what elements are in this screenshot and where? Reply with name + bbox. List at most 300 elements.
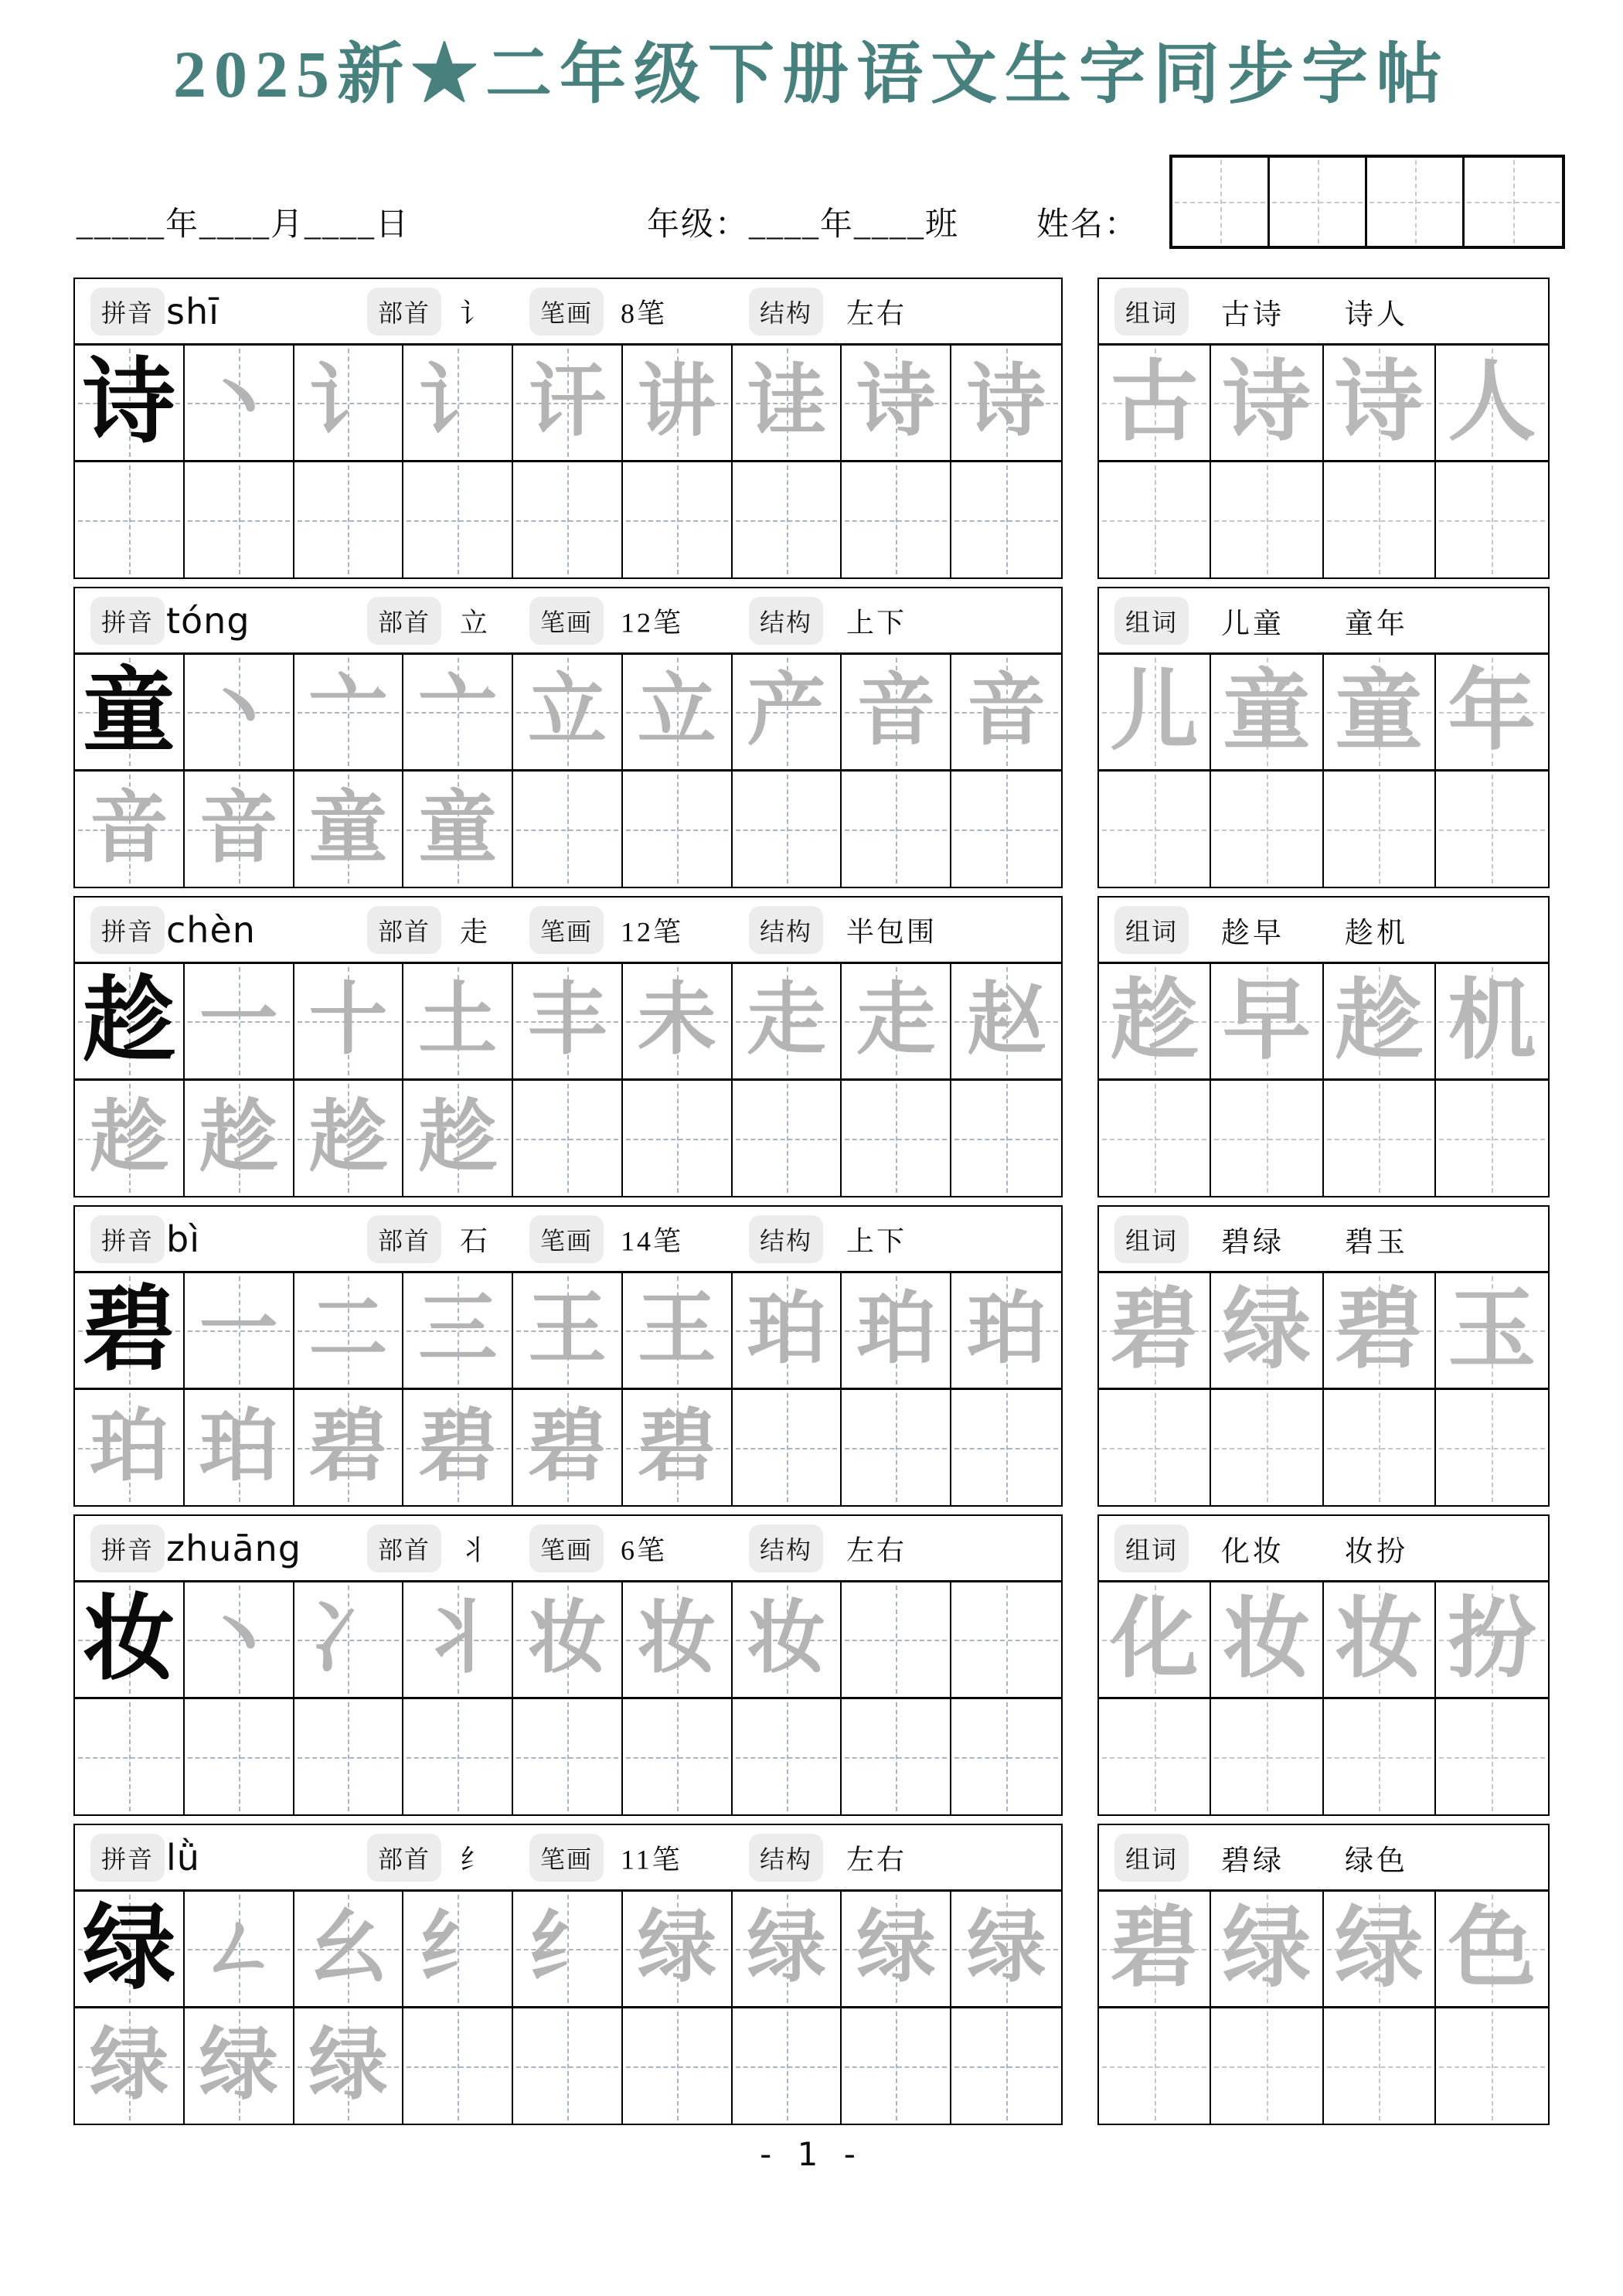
- trace-glyph: 儿: [1110, 663, 1199, 761]
- trace-glyph: 碧: [418, 1403, 498, 1491]
- trace-glyph: 珀: [747, 1286, 826, 1374]
- model-character: 妆: [82, 1588, 175, 1691]
- model-character: 碧: [82, 1279, 175, 1381]
- structure-label-badge: 结构: [749, 288, 823, 336]
- trace-glyph: 产: [747, 668, 826, 755]
- character-section: [73, 1824, 1550, 2125]
- empty-practice-cell: [1324, 1390, 1436, 1505]
- trace-glyph: 化: [1110, 1590, 1199, 1688]
- trace-glyph: 讠: [308, 359, 388, 446]
- stroke-order-row: [75, 1273, 1061, 1390]
- trace-cell: [733, 1582, 842, 1697]
- trace-cell: [1099, 964, 1211, 1078]
- word-trace-row: [1099, 1582, 1548, 1699]
- word-trace-row: [1099, 1892, 1548, 2008]
- empty-practice-cell: [1324, 772, 1436, 887]
- trace-cell: [842, 655, 951, 769]
- empty-practice-cell: [842, 1390, 951, 1505]
- radical-label-badge: 部首: [367, 1834, 441, 1882]
- strokes-value: 11笔: [621, 1844, 682, 1875]
- trace-glyph: 绿: [856, 1905, 936, 1992]
- word-1: 儿童: [1221, 608, 1284, 640]
- character-section: [73, 1514, 1550, 1816]
- trace-glyph: 机: [1448, 972, 1536, 1070]
- trace-glyph: 二: [308, 1286, 388, 1374]
- empty-practice-cell: [951, 1390, 1061, 1505]
- character-sections: [73, 278, 1550, 2125]
- word-trace-row: [1099, 655, 1548, 772]
- words-label-badge: 组词: [1114, 906, 1189, 954]
- word-practice-row: [1099, 1390, 1548, 1505]
- trace-cell: [75, 2008, 185, 2124]
- empty-practice-cell: [513, 772, 623, 887]
- trace-cell: [294, 1081, 404, 1196]
- stroke-order-row: [75, 346, 1061, 462]
- practice-header: [75, 898, 1061, 964]
- character-section: [73, 278, 1550, 579]
- trace-glyph: 珀: [856, 1286, 936, 1374]
- words-header: [1099, 1207, 1548, 1273]
- structure-value: 左右: [846, 1844, 907, 1875]
- structure-value: 左右: [846, 298, 907, 329]
- trace-cell: [294, 1582, 404, 1697]
- trace-glyph: 绿: [1335, 1899, 1424, 1998]
- trace-cell: [294, 772, 404, 887]
- trace-cell: [733, 1273, 842, 1388]
- trace-glyph: 年: [1448, 663, 1536, 761]
- pinyin-label-badge: 拼音: [90, 906, 165, 954]
- empty-practice-cell: [842, 1081, 951, 1196]
- pinyin-label-badge: 拼音: [90, 1834, 165, 1882]
- word-2: 碧玉: [1345, 1226, 1408, 1259]
- trace-cell: [623, 1273, 733, 1388]
- trace-glyph: 绿: [199, 2022, 278, 2110]
- empty-practice-cell: [733, 462, 842, 577]
- trace-cell: [842, 346, 951, 460]
- practice-block: [73, 1514, 1063, 1816]
- trace-glyph: 碧: [1335, 1281, 1424, 1379]
- model-character-cell: [75, 346, 185, 460]
- structure-value: 左右: [846, 1535, 907, 1565]
- empty-practice-cell: [842, 1582, 951, 1697]
- trace-glyph: 趁: [308, 1094, 388, 1182]
- model-character-cell: [75, 1582, 185, 1697]
- pinyin-value: bì: [166, 1218, 200, 1260]
- structure-label-badge: 结构: [749, 1215, 823, 1263]
- trace-cell: [1211, 655, 1323, 769]
- trace-glyph: 王: [527, 1286, 607, 1374]
- radical-value: 纟: [460, 1844, 491, 1875]
- trace-cell: [403, 1390, 513, 1505]
- model-character-cell: [75, 964, 185, 1078]
- word-1: 趁早: [1221, 917, 1284, 949]
- empty-practice-cell: [1099, 1081, 1211, 1196]
- empty-practice-cell: [842, 1699, 951, 1814]
- practice-row: [75, 1390, 1061, 1505]
- empty-practice-cell: [1211, 772, 1323, 887]
- trace-cell: [733, 964, 842, 1078]
- trace-cell: [75, 1390, 185, 1505]
- trace-cell: [951, 346, 1061, 460]
- strokes-value: 6笔: [621, 1535, 668, 1565]
- trace-glyph: 立: [637, 668, 716, 755]
- trace-glyph: 碧: [527, 1403, 607, 1491]
- structure-value: 上下: [846, 1225, 907, 1256]
- trace-glyph: 趁: [1335, 972, 1424, 1070]
- practice-row: [75, 2008, 1061, 2124]
- empty-practice-cell: [1099, 1699, 1211, 1814]
- model-character: 诗: [82, 351, 175, 454]
- word-1: 碧绿: [1221, 1226, 1284, 1259]
- pinyin-label-badge: 拼音: [90, 1215, 165, 1263]
- trace-cell: [185, 1892, 294, 2006]
- trace-glyph: 趁: [199, 1094, 278, 1182]
- empty-practice-cell: [733, 1081, 842, 1196]
- trace-cell: [1211, 346, 1323, 460]
- empty-practice-cell: [842, 772, 951, 887]
- structure-label-badge: 结构: [749, 1834, 823, 1882]
- words-label-badge: 组词: [1114, 597, 1189, 645]
- trace-glyph: 妆: [1222, 1590, 1311, 1688]
- stroke-order-row: [75, 964, 1061, 1081]
- empty-practice-cell: [1324, 2008, 1436, 2124]
- empty-practice-cell: [623, 1699, 733, 1814]
- stroke-order-row: [75, 655, 1061, 772]
- trace-glyph: 妆: [1335, 1590, 1424, 1688]
- radical-label-badge: 部首: [367, 597, 441, 645]
- radical-label-badge: 部首: [367, 906, 441, 954]
- trace-cell: [513, 1390, 623, 1505]
- name-write-grid: [1169, 155, 1565, 249]
- practice-row: [75, 1699, 1061, 1814]
- word-2: 童年: [1345, 608, 1408, 640]
- empty-practice-cell: [1211, 1699, 1323, 1814]
- strokes-label-badge: 笔画: [529, 906, 604, 954]
- empty-practice-cell: [403, 1699, 513, 1814]
- trace-glyph: 王: [637, 1286, 716, 1374]
- trace-glyph: 走: [747, 977, 826, 1065]
- trace-glyph: 讠: [418, 359, 498, 446]
- trace-glyph: 纟: [527, 1905, 607, 1992]
- empty-practice-cell: [513, 1081, 623, 1196]
- model-character: 趁: [82, 969, 175, 1072]
- empty-practice-cell: [951, 462, 1061, 577]
- trace-cell: [1099, 1582, 1211, 1697]
- trace-glyph: 走: [856, 977, 936, 1065]
- trace-glyph: 未: [637, 977, 716, 1065]
- practice-row: [75, 1081, 1061, 1196]
- trace-cell: [1211, 1273, 1323, 1388]
- empty-practice-cell: [623, 462, 733, 577]
- empty-practice-cell: [1436, 1699, 1548, 1814]
- trace-glyph: 童: [1335, 663, 1424, 761]
- trace-cell: [513, 655, 623, 769]
- trace-glyph: 妆: [527, 1596, 607, 1683]
- trace-glyph: 诗: [1222, 353, 1311, 451]
- empty-practice-cell: [1099, 1390, 1211, 1505]
- empty-practice-cell: [623, 1081, 733, 1196]
- trace-cell: [403, 1582, 513, 1697]
- trace-glyph: 童: [308, 785, 388, 873]
- words-label-badge: 组词: [1114, 1215, 1189, 1263]
- trace-glyph: 丰: [527, 977, 607, 1065]
- name-cell: [1172, 158, 1270, 246]
- trace-glyph: 丬: [418, 1596, 498, 1683]
- empty-practice-cell: [1211, 462, 1323, 577]
- word-practice-row: [1099, 1699, 1548, 1814]
- trace-cell: [1324, 655, 1436, 769]
- trace-glyph: 绿: [967, 1905, 1046, 1992]
- trace-glyph: 绿: [308, 2022, 388, 2110]
- trace-cell: [623, 346, 733, 460]
- trace-cell: [294, 1390, 404, 1505]
- trace-cell: [733, 346, 842, 460]
- practice-block: [73, 587, 1063, 888]
- trace-cell: [294, 655, 404, 769]
- trace-glyph: 绿: [637, 1905, 716, 1992]
- words-block: [1097, 587, 1550, 888]
- strokes-value: 14笔: [621, 1225, 684, 1256]
- strokes-value: 12笔: [621, 607, 684, 638]
- radical-value: 丬: [460, 1535, 491, 1565]
- page-number: - 1 -: [760, 2135, 863, 2173]
- trace-cell: [623, 1892, 733, 2006]
- empty-practice-cell: [1099, 2008, 1211, 2124]
- empty-practice-cell: [842, 2008, 951, 2124]
- trace-cell: [623, 1582, 733, 1697]
- empty-practice-cell: [1436, 2008, 1548, 2124]
- trace-cell: [513, 346, 623, 460]
- trace-cell: [75, 772, 185, 887]
- empty-practice-cell: [294, 462, 404, 577]
- empty-practice-cell: [513, 1699, 623, 1814]
- pinyin-value: lǜ: [166, 1836, 200, 1879]
- strokes-value: 12笔: [621, 916, 684, 947]
- empty-practice-cell: [75, 462, 185, 577]
- trace-cell: [403, 964, 513, 1078]
- practice-header: [75, 1516, 1061, 1582]
- pinyin-value: chèn: [166, 908, 256, 951]
- words-block: [1097, 1824, 1550, 2125]
- empty-practice-cell: [951, 2008, 1061, 2124]
- structure-label-badge: 结构: [749, 906, 823, 954]
- name-cell: [1367, 158, 1465, 246]
- trace-glyph: 一: [199, 1286, 278, 1374]
- model-character-cell: [75, 1273, 185, 1388]
- trace-glyph: 音: [967, 668, 1046, 755]
- trace-cell: [294, 2008, 404, 2124]
- trace-cell: [185, 2008, 294, 2124]
- trace-cell: [1099, 1273, 1211, 1388]
- empty-practice-cell: [513, 462, 623, 577]
- trace-cell: [403, 772, 513, 887]
- empty-practice-cell: [951, 1582, 1061, 1697]
- empty-practice-cell: [1436, 772, 1548, 887]
- trace-glyph: 人: [1448, 353, 1536, 451]
- character-section: [73, 587, 1550, 888]
- trace-glyph: 绿: [1222, 1899, 1311, 1998]
- radical-value: 立: [460, 607, 491, 638]
- word-2: 诗人: [1345, 298, 1408, 331]
- trace-glyph: 诗: [967, 359, 1046, 446]
- word-practice-row: [1099, 462, 1548, 577]
- trace-glyph: 珀: [89, 1403, 168, 1491]
- trace-glyph: 音: [199, 785, 278, 873]
- trace-glyph: 丶: [199, 1596, 278, 1683]
- trace-glyph: 碧: [308, 1403, 388, 1491]
- trace-glyph: 早: [1222, 972, 1311, 1070]
- date-blank-line: _____年____月____日: [77, 207, 410, 243]
- words-label-badge: 组词: [1114, 288, 1189, 336]
- word-practice-row: [1099, 1081, 1548, 1196]
- trace-cell: [185, 655, 294, 769]
- word-trace-row: [1099, 964, 1548, 1081]
- empty-practice-cell: [842, 462, 951, 577]
- trace-glyph: 讦: [527, 359, 607, 446]
- trace-cell: [403, 655, 513, 769]
- empty-practice-cell: [185, 462, 294, 577]
- trace-cell: [1211, 1582, 1323, 1697]
- trace-glyph: 十: [308, 977, 388, 1065]
- trace-glyph: 诖: [747, 359, 826, 446]
- words-header: [1099, 1516, 1548, 1582]
- empty-practice-cell: [733, 2008, 842, 2124]
- trace-glyph: 亠: [418, 668, 498, 755]
- trace-glyph: 珀: [199, 1403, 278, 1491]
- trace-cell: [1211, 964, 1323, 1078]
- practice-block: [73, 1824, 1063, 2125]
- trace-glyph: 趁: [89, 1094, 168, 1182]
- trace-glyph: 碧: [637, 1403, 716, 1491]
- trace-glyph: 色: [1448, 1899, 1536, 1998]
- trace-cell: [294, 1273, 404, 1388]
- trace-glyph: 童: [418, 785, 498, 873]
- trace-glyph: 珀: [967, 1286, 1046, 1374]
- trace-glyph: 音: [89, 785, 168, 873]
- trace-cell: [185, 772, 294, 887]
- trace-glyph: 童: [1222, 663, 1311, 761]
- trace-cell: [951, 1892, 1061, 2006]
- trace-cell: [1436, 1892, 1548, 2006]
- trace-glyph: 幺: [308, 1905, 388, 1992]
- name-cell: [1465, 158, 1562, 246]
- trace-glyph: 赵: [967, 977, 1046, 1065]
- trace-cell: [1436, 964, 1548, 1078]
- name-cell: [1270, 158, 1367, 246]
- trace-cell: [951, 655, 1061, 769]
- empty-practice-cell: [1324, 462, 1436, 577]
- radical-label-badge: 部首: [367, 1215, 441, 1263]
- trace-glyph: ㄥ: [199, 1905, 278, 1992]
- empty-practice-cell: [733, 1699, 842, 1814]
- trace-cell: [1436, 1582, 1548, 1697]
- character-section: [73, 896, 1550, 1197]
- trace-glyph: 三: [418, 1286, 498, 1374]
- trace-glyph: 绿: [747, 1905, 826, 1992]
- strokes-label-badge: 笔画: [529, 1215, 604, 1263]
- trace-glyph: 扮: [1448, 1590, 1536, 1688]
- empty-practice-cell: [1436, 1390, 1548, 1505]
- radical-value: 石: [460, 1225, 491, 1256]
- practice-header: [75, 1207, 1061, 1273]
- trace-cell: [185, 1273, 294, 1388]
- trace-cell: [1324, 346, 1436, 460]
- practice-row: [75, 772, 1061, 887]
- trace-glyph: 绿: [89, 2022, 168, 2110]
- trace-cell: [733, 655, 842, 769]
- trace-cell: [403, 1081, 513, 1196]
- trace-cell: [1436, 1273, 1548, 1388]
- trace-cell: [403, 346, 513, 460]
- word-2: 妆扮: [1345, 1535, 1408, 1568]
- trace-glyph: 诗: [856, 359, 936, 446]
- word-1: 古诗: [1221, 298, 1284, 331]
- empty-practice-cell: [1324, 1081, 1436, 1196]
- radical-value: 讠: [460, 298, 491, 329]
- words-label-badge: 组词: [1114, 1834, 1189, 1882]
- trace-cell: [185, 1390, 294, 1505]
- empty-practice-cell: [623, 2008, 733, 2124]
- words-header: [1099, 279, 1548, 346]
- trace-cell: [1099, 346, 1211, 460]
- trace-glyph: 玉: [1448, 1281, 1536, 1379]
- empty-practice-cell: [1436, 1081, 1548, 1196]
- trace-cell: [1324, 1582, 1436, 1697]
- practice-block: [73, 1205, 1063, 1507]
- trace-cell: [1324, 1273, 1436, 1388]
- model-character: 童: [82, 660, 175, 763]
- trace-glyph: 土: [418, 977, 498, 1065]
- word-2: 趁机: [1345, 917, 1408, 949]
- pinyin-value: zhuāng: [166, 1527, 301, 1569]
- trace-cell: [75, 1081, 185, 1196]
- radical-label-badge: 部首: [367, 1524, 441, 1572]
- words-block: [1097, 896, 1550, 1197]
- practice-header: [75, 1825, 1061, 1892]
- word-practice-row: [1099, 772, 1548, 887]
- trace-cell: [513, 1892, 623, 2006]
- empty-practice-cell: [623, 772, 733, 887]
- structure-value: 上下: [846, 607, 907, 638]
- pinyin-label-badge: 拼音: [90, 1524, 165, 1572]
- words-header: [1099, 588, 1548, 655]
- words-label-badge: 组词: [1114, 1524, 1189, 1572]
- trace-glyph: 一: [199, 977, 278, 1065]
- trace-cell: [185, 1582, 294, 1697]
- trace-cell: [294, 1892, 404, 2006]
- trace-glyph: 古: [1110, 353, 1199, 451]
- trace-cell: [1211, 1892, 1323, 2006]
- strokes-label-badge: 笔画: [529, 1524, 604, 1572]
- word-practice-row: [1099, 2008, 1548, 2124]
- empty-practice-cell: [951, 1699, 1061, 1814]
- empty-practice-cell: [403, 2008, 513, 2124]
- trace-glyph: 丶: [199, 359, 278, 446]
- empty-practice-cell: [733, 772, 842, 887]
- trace-cell: [1436, 655, 1548, 769]
- trace-glyph: 纟: [418, 1905, 498, 1992]
- strokes-label-badge: 笔画: [529, 288, 604, 336]
- trace-cell: [951, 1273, 1061, 1388]
- pinyin-value: tóng: [166, 599, 250, 642]
- trace-cell: [294, 346, 404, 460]
- strokes-value: 8笔: [621, 298, 668, 329]
- grade-blank-line: 年级：____年____班: [647, 207, 960, 243]
- words-header: [1099, 1825, 1548, 1892]
- trace-cell: [623, 655, 733, 769]
- radical-value: 走: [460, 916, 491, 947]
- trace-glyph: 亠: [308, 668, 388, 755]
